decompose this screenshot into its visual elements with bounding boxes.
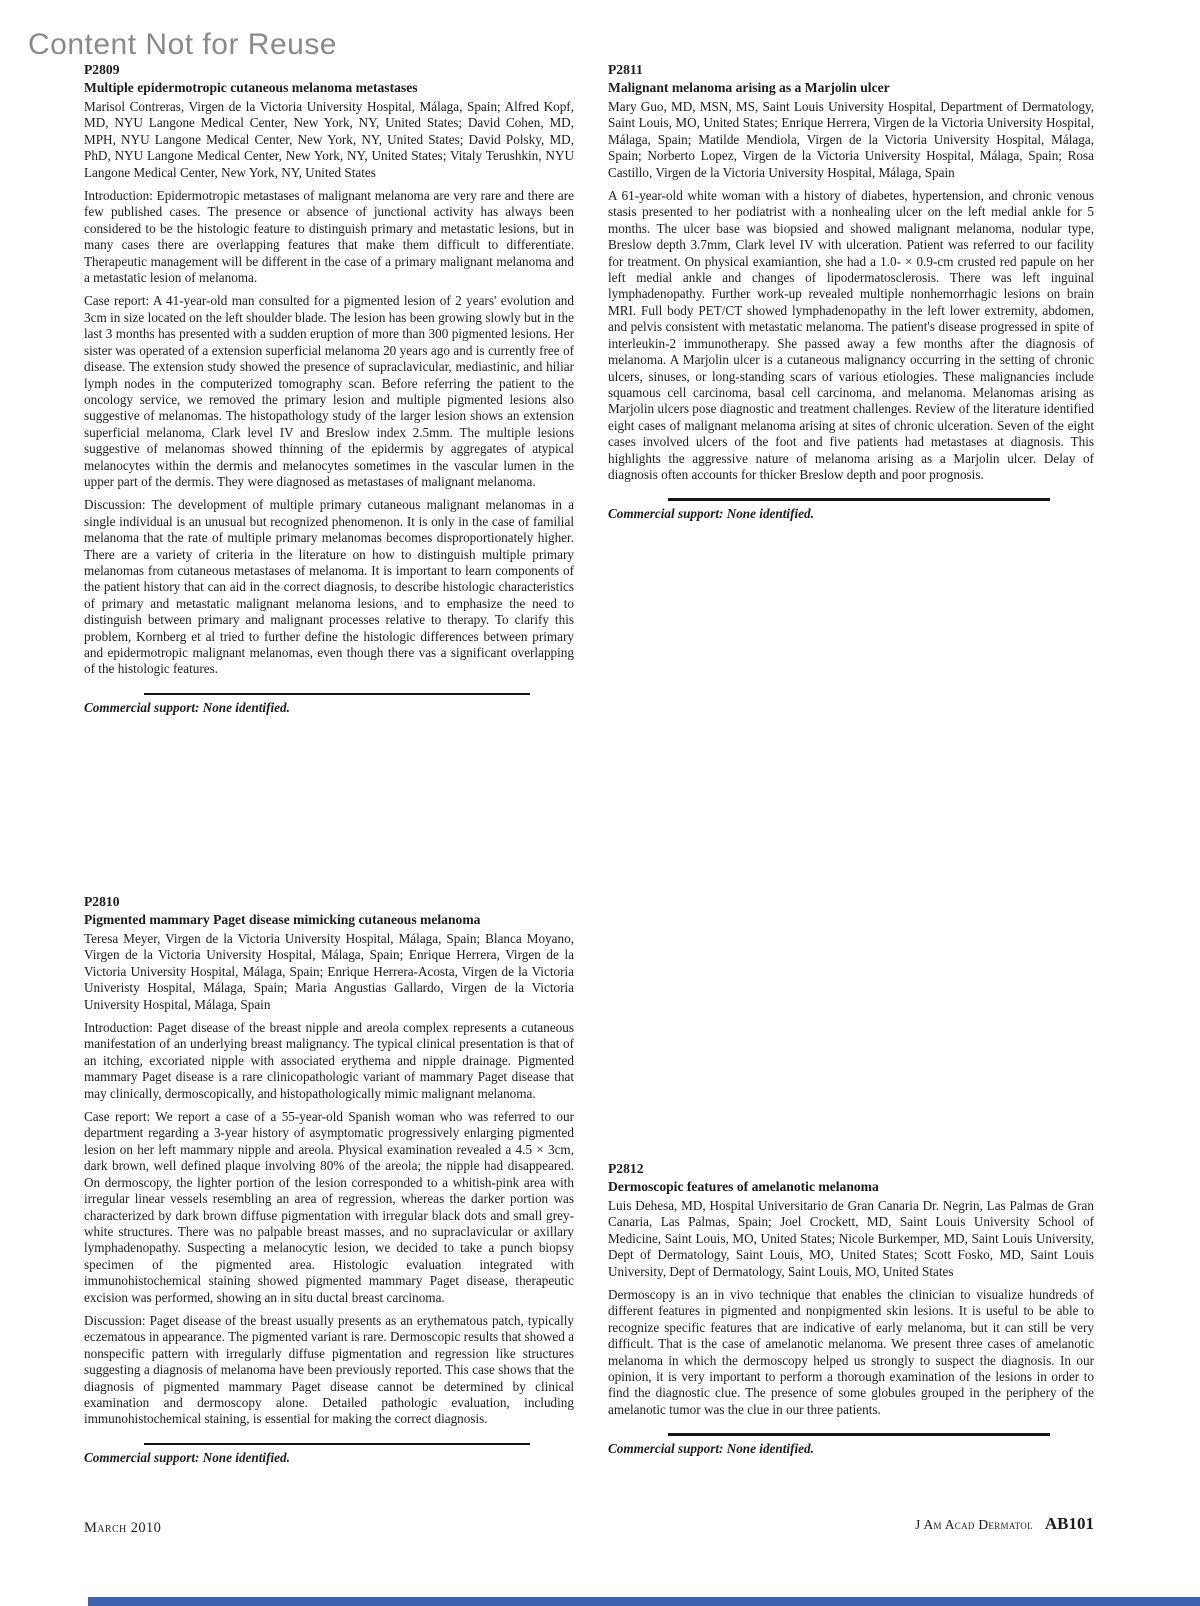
abstract-paragraph-introduction: Introduction: Epidermotropic metastases of malignant melanoma are very rare and there are few published cases. The presence or absence of junctional activity has always been considered to be the histologic feature to distinguish primary and metastatic lesions, but in many cases there are overlapping features that make them difficult to differentiate. Therapeutic management will be different in the case of a primary malignant melanoma and a metastatic lesion of melanoma. (84, 188, 574, 286)
watermark-text: Content Not for Reuse (28, 28, 337, 61)
commercial-support-note: Commercial support: None identified. (84, 700, 290, 716)
support-divider (668, 498, 1050, 501)
abstract-paragraph-body: Dermoscopy is an in vivo technique that enables the clinician to visualize hundreds of different features in pigmented and nonpigmented skin lesions. It is useful to be able to recognize specific features that are indicative of early melanoma, but it can still be very difficult. That is the case of amelanotic melanoma. We present three cases of amelanotic melanoma in which the dermoscopy helped us strongly to suspect the diagnosis. In our opinion, it is very important to perform a thorough examination of the lesions in order to find the diagnostic clue. The presence of some globules grouped in the periphery of the amelanotic tumor was the clue in our three patients. (608, 1287, 1094, 1417)
abstract-authors: Marisol Contreras, Virgen de la Victoria University Hospital, Málaga, Spain; Alfred Kopf, MD, NYU Langone Medical Center, New York, NY, United States; David Cohen, MD, MPH, NYU Langone Medical Center, New York, NY, United States; David Polsky, MD, PhD, NYU Langone Medical Center, New York, NY, United States; Vitaly Terushkin, NYU Langone Medical Center, New York, NY, United States (84, 99, 574, 180)
abstract-paragraph-case-report: Case report: A 41-year-old man consulted for a pigmented lesion of 2 years' evolution and 3cm in size located on the left shoulder blade. The lesion has been growing slowly but in the last 3 months has presented with a sudden eruption of more than 300 pigmented lesions. Her sister was operated of a extension superficial melanoma 20 years ago and is currently free of disease. The extension study showed the presence of supraclavicular, mediastinic, and hiliar lymph nodes in the computerized tomography scan. Before referring the patient to the oncology service, we removed the primary lesion and multiple pigmented lesions also suggestive of melanomas. The histopathology study of the larger lesion shows an extension superficial melanoma, Clark level IV and Breslow index 2.5mm. The multiple lesions suggestive of melanomas showed thinning of the epidermis by aggregates of atypical melanocytes within the dermis and melanocytes sometimes in the vascular lumen in the upper part of the dermis. They were diagnosed as metastases of malignant melanoma. (84, 293, 574, 489)
footer-journal-block (915, 1514, 1094, 1534)
abstract-title: Dermoscopic features of amelanotic melanoma (608, 1179, 879, 1195)
commercial-support-note: Commercial support: None identified. (608, 505, 814, 521)
footer-page-number: AB101 (1044, 1514, 1094, 1533)
abstract-authors: Mary Guo, MD, MSN, MS, Saint Louis University Hospital, Department of Dermatology, Saint Louis, MO, United States; Enrique Herrera, Virgen de la Victoria University Hospital, Málaga, Spain; Matilde Mendiola, Virgen de la Victoria University Hospital, Málaga, Spain; Norberto Lopez, Virgen de la Victoria University Hospital, Málaga, Spain; Rosa Castillo, Virgen de la Victoria University Hospital, Málaga, Spain (608, 99, 1094, 180)
abstract-code: P2809 (84, 62, 120, 77)
footer-accent-bar (88, 1597, 1200, 1606)
abstract-p2812 (608, 1161, 1094, 1457)
abstract-authors: Luis Dehesa, MD, Hospital Universitario de Gran Canaria Dr. Negrin, Las Palmas de Gran Canaria, Las Palmas, Spain; Joel Crockett, MD, Saint Louis University School of Medicine, Saint Louis, MO, United States; Nicole Burkemper, MD, Saint Louis University, Dept of Dermatology, Saint Louis, MO, United States; Scott Fosko, MD, Saint Louis University, Dept of Dermatology, Saint Louis, MO, United States (608, 1198, 1094, 1279)
abstract-paragraph-discussion: Discussion: Paget disease of the breast usually presents as an erythematous patch, typically eczematous in appearance. The pigmented variant is rare. Dermoscopic results that showed a nonspecific pattern with irregularly diffuse pigmentation and regression like structures suggesting a diagnosis of melanoma have been previously reported. This case shows that the diagnosis of pigmented mammary Paget disease cannot be determined by clinical examination and dermoscopy alone. Detailed pathologic evaluation, including immunohistochemical staining, is essential for making the correct diagnosis. (84, 1312, 574, 1427)
abstract-title: Pigmented mammary Paget disease mimicking cutaneous melanoma (84, 912, 481, 928)
support-divider (144, 693, 530, 696)
abstract-code: P2810 (84, 894, 120, 909)
support-divider (144, 1443, 530, 1446)
abstract-p2811 (608, 62, 1094, 522)
abstract-p2809 (84, 62, 574, 717)
abstract-title: Malignant melanoma arising as a Marjolin ulcer (608, 80, 890, 96)
abstract-paragraph-body: A 61-year-old white woman with a history of diabetes, hypertension, and chronic venous stasis presented to her podiatrist with a nonhealing ulcer on the left medial ankle for 5 months. The ulcer base was biopsied and showed malignant melanoma, nodular type, Breslow depth 3.7mm, Clark level IV with ulceration. Patient was referred to our facility for treatment. On physical examiantion, she had a 1.0- × 0.9-cm crusted red papule on her left medial ankle and changes of lipodermatosclerosis. There was left inguinal lymphadenopathy. Further work-up revealed multiple nonhemorrhagic lesions on brain MRI. Full body PET/CT showed lymphadenopathy in the left lower extremity, abdomen, and pelvis consistent with metastatic melanoma. The patient's disease progressed in spite of interleukin-2 immunotherapy. She passed away a few months after the diagnosis of melanoma. A Marjolin ulcer is a cutaneous malignancy occurring in the setting of chronic ulcers, sinuses, or long-standing scars of various etiologies. These malignancies include squamous cell carcinoma, basal cell carcinoma, and melanoma. Melanomas arising as Marjolin ulcers pose diagnostic and treatment challenges. Review of the literature identified eight cases of malignant melanoma arising at sites of chronic ulceration. Seven of the eight cases involved ulcers of the foot and five patients had metastases at diagnosis. This highlights the aggressive nature of melanoma arising as a Marjolin ulcer. Delay of diagnosis often accounts for thicker Breslow depth and poor prognosis. (608, 188, 1094, 482)
abstract-paragraph-discussion: Discussion: The development of multiple primary cutaneous malignant melanomas in a single individual is an unusual but recognized phenomenon. It is only in the case of familial melanoma that the rate of multiple primary melanomas becomes disproportionately higher. There are a variety of criteria in the literature on how to distinguish multiple primary melanomas from cutaneous metastases of melanoma. It is important to learn components of the patient history that can aid in the correct diagnosis, to describe histologic characteristics of primary and metastatic malignant melanoma lesions, and to emphasize the need to distinguish between primary and malignant processes relative to therapy. To clarify this problem, Kornberg et al tried to further define the histologic differences between primary and epidermotropic malignant melanomas, even though there vas a significant overlapping of the histologic features. (84, 497, 574, 677)
commercial-support-note: Commercial support: None identified. (608, 1440, 814, 1456)
abstract-code: P2812 (608, 1161, 644, 1176)
commercial-support-note: Commercial support: None identified. (84, 1450, 290, 1466)
abstract-title: Multiple epidermotropic cutaneous melanoma metastases (84, 80, 418, 96)
abstract-authors: Teresa Meyer, Virgen de la Victoria University Hospital, Málaga, Spain; Blanca Moyano, Virgen de la Victoria University Hospital, Málaga, Spain; Enrique Herrera, Virgen de la Victoria University Hospital, Málaga, Spain; Enrique Herrera-Acosta, Virgen de la Victoria Univeristy Hospital, Málaga, Spain; Maria Angustias Gallardo, Virgen de la Victoria University Hospital, Málaga, Spain (84, 931, 574, 1012)
footer-issue-date: March 2010 (84, 1520, 162, 1536)
footer-journal-name: J Am Acad Dermatol (914, 1517, 1033, 1532)
abstract-paragraph-case-report: Case report: We report a case of a 55-year-old Spanish woman who was referred to our department regarding a 3-year history of asymptomatic progressively enlarging pigmented lesion on her left mammary nipple and areola. Physical examination revealed a 4.5 × 3cm, dark brown, well defined plaque involving 80% of the areola; the nipple had disappeared. On dermoscopy, the lighter portion of the lesion corresponded to a whitish-pink area with irregular linear vessels resembling an area of regression, whereas the darker portion was characterized by dark brown diffuse pigmentation with irregular black dots and small grey-white structures. There was no palpable breast masses, and no supraclavicular or axillary lymphadenopathy. Suspecting a melanocytic lesion, we decided to take a punch biopsy specimen of the pigmented area. Histologic evaluation integrated with immunohistochemical staining showed pigmented mammary Paget disease, therapeutic excision was performed, showing an in situ ductal breast carcinoma. (84, 1109, 574, 1305)
abstract-code: P2811 (608, 62, 643, 77)
abstract-p2810 (84, 894, 574, 1467)
abstract-paragraph-introduction: Introduction: Paget disease of the breast nipple and areola complex represents a cutaneous manifestation of an underlying breast malignancy. The typical clinical presentation is that of an itching, excoriated nipple with associated erythema and nipple drainage. Pigmented mammary Paget disease is a rare clinicopathologic variant of mammary Paget disease that may clinically, dermoscopically, and histopathologically mimic malignant melanoma. (84, 1020, 574, 1101)
support-divider (668, 1433, 1050, 1436)
